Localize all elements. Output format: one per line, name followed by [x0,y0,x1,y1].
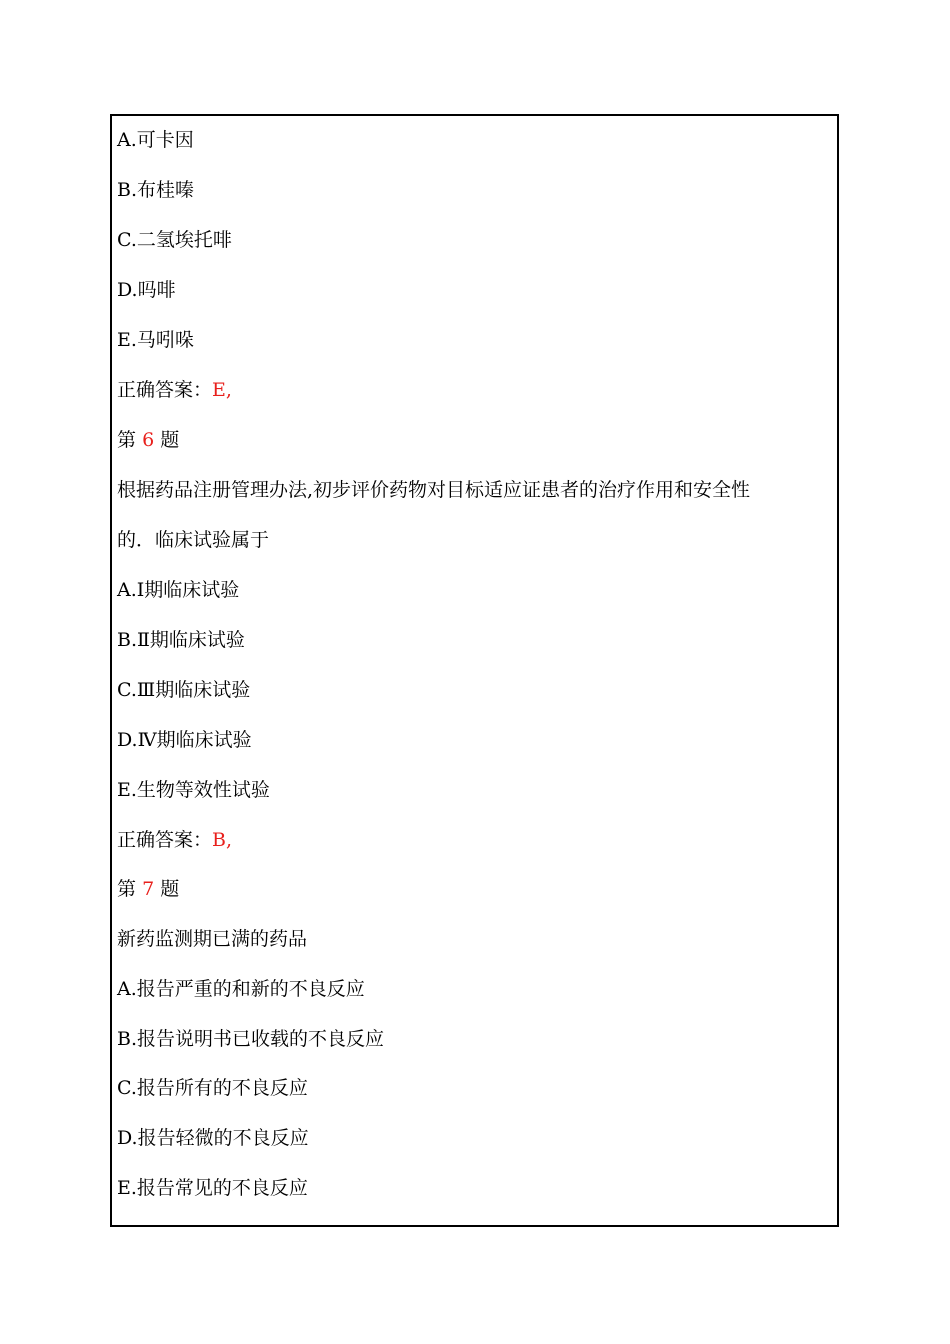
q6-option-b: B.Ⅱ期临床试验 [117,629,245,651]
q5-option-c: C.二氢埃托啡 [117,229,232,251]
q7-option-b: B.报告说明书已收载的不良反应 [117,1028,385,1050]
q6-option-d: D.Ⅳ期临床试验 [117,729,252,751]
question-prefix: 第 [117,878,137,900]
q5-answer [117,378,232,402]
q6-option-c: C.Ⅲ期临床试验 [117,679,251,701]
answer-value: B, [212,829,233,851]
q7-option-c: C.报告所有的不良反应 [117,1077,308,1099]
q6-option-e: E.生物等效性试验 [117,779,270,801]
answer-value: E, [212,379,232,401]
q5-option-d: D.吗啡 [117,279,176,301]
q5-option-a: A.可卡因 [117,129,194,151]
q5-option-b: B.布桂嗪 [117,179,195,201]
q7-option-d: D.报告轻微的不良反应 [117,1127,309,1149]
answer-label: 正确答案： [117,379,213,401]
question-suffix: 题 [160,878,180,900]
q5-option-e: E.马吲哚 [117,329,194,351]
q6-heading [117,428,179,452]
q6-answer [117,828,232,852]
question-number: 7 [142,878,155,900]
q7-stem: 新药监测期已满的药品 [117,928,308,950]
q7-option-e: E.报告常见的不良反应 [117,1177,308,1199]
answer-label: 正确答案： [117,829,213,851]
question-number: 6 [142,429,155,451]
q7-heading [117,877,179,901]
q6-option-a: A.Ⅰ期临床试验 [117,579,240,601]
question-suffix: 题 [160,429,180,451]
question-prefix: 第 [117,429,137,451]
content-frame [110,114,839,1227]
q6-stem-line2: 的．临床试验属于 [117,529,270,551]
q7-option-a: A.报告严重的和新的不良反应 [117,978,365,1000]
q6-stem-line1: 根据药品注册管理办法,初步评价药物对目标适应证患者的治疗作用和安全性 [117,479,751,501]
